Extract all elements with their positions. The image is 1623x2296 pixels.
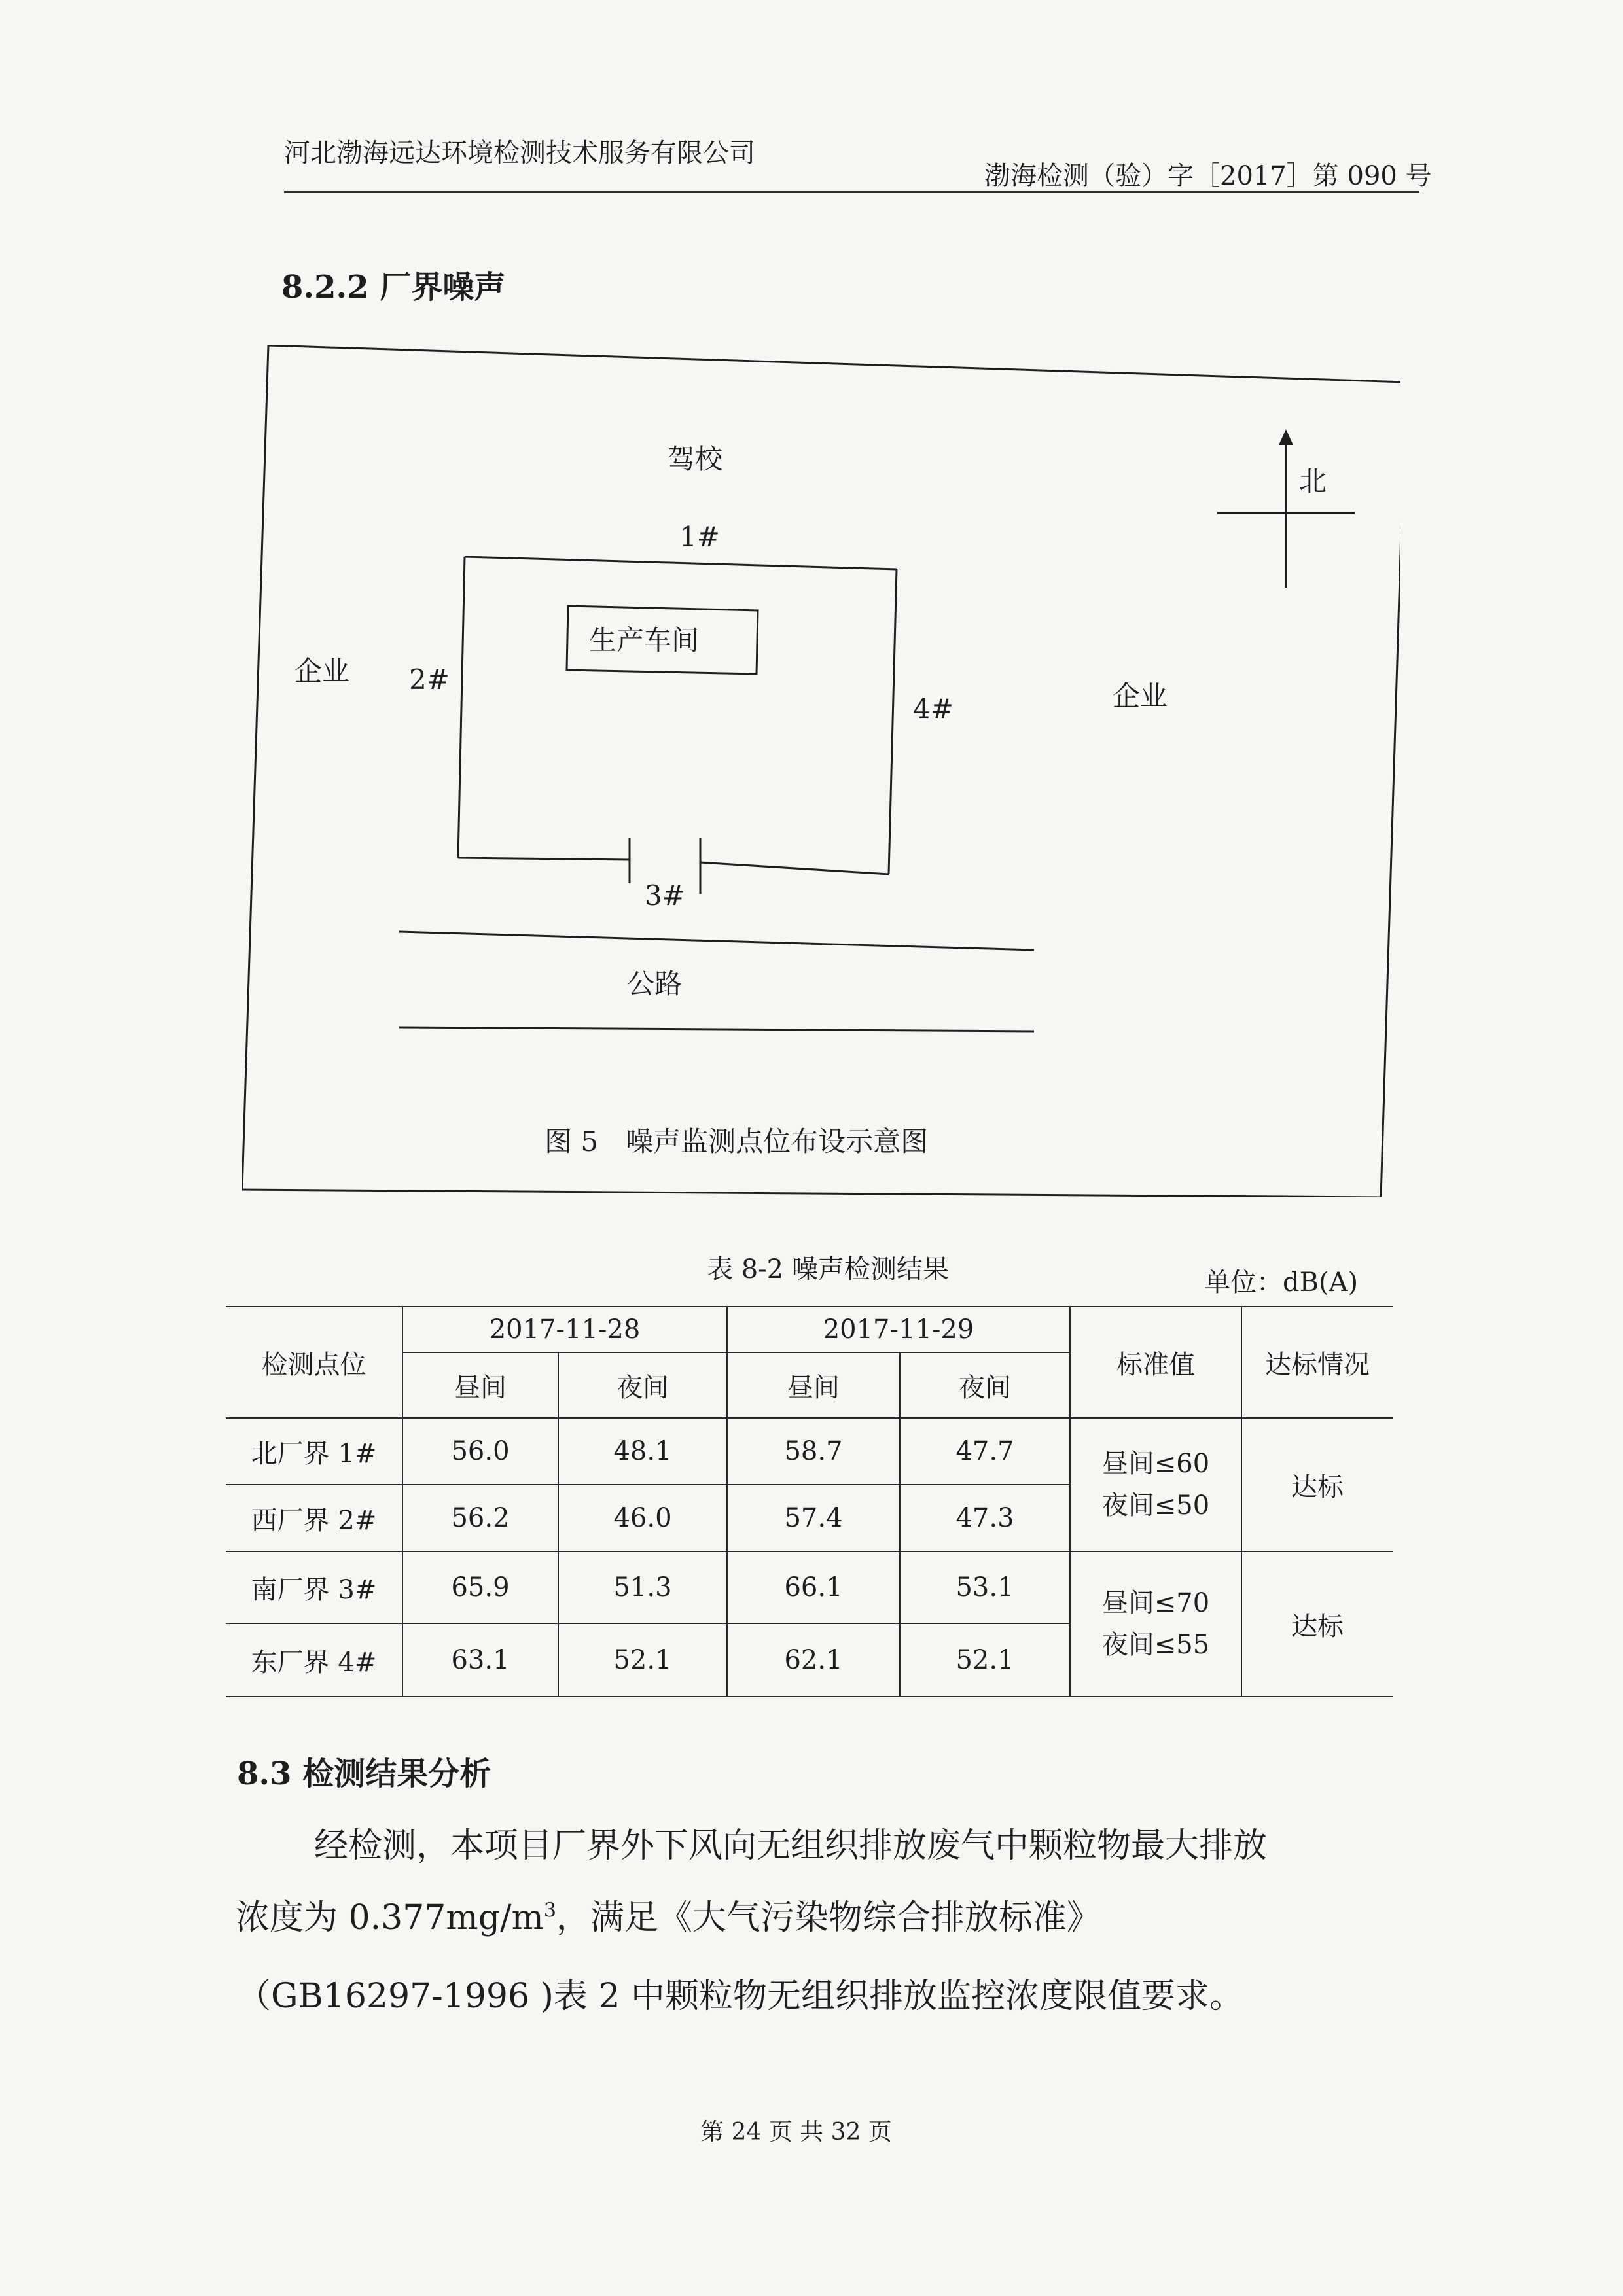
cell-value: 66.1 (727, 1551, 900, 1623)
cell-value: 52.1 (900, 1623, 1070, 1697)
north-label: 北 (1299, 465, 1327, 497)
analysis-line-3: （GB16297-1996 )表 2 中颗粒物无组织排放监控浓度限值要求。 (237, 1977, 1244, 2016)
road-edge-south (399, 1027, 1034, 1031)
cell-value: 53.1 (900, 1551, 1070, 1623)
analysis-line-2a: 浓度为 0.377mg/m (236, 1898, 544, 1937)
standard-group-b (1070, 1551, 1241, 1697)
cell-value: 47.3 (900, 1485, 1070, 1551)
header-point: 检测点位 (226, 1307, 402, 1418)
standard-day: 昼间≤70 (1101, 1588, 1210, 1618)
header-status: 达标情况 (1241, 1307, 1393, 1418)
point-1-label: 1# (679, 521, 720, 553)
cell-value: 47.7 (900, 1418, 1070, 1485)
cell-value: 51.3 (558, 1551, 727, 1623)
cell-value: 48.1 (558, 1418, 727, 1485)
point-4-label: 4# (913, 693, 954, 725)
header-date-2: 2017-11-29 (727, 1307, 1070, 1352)
point-2-label: 2# (409, 663, 450, 696)
north-building-label: 驾校 (668, 443, 723, 475)
row-point: 北厂界 1# (226, 1418, 402, 1485)
standard-group-a (1070, 1418, 1241, 1551)
standard-night: 夜间≤50 (1101, 1491, 1210, 1521)
section-83-title: 8.3 检测结果分析 (237, 1756, 491, 1792)
row-point: 南厂界 3# (226, 1551, 402, 1623)
header-standard: 标准值 (1070, 1307, 1241, 1418)
road-edge-north (399, 932, 1034, 950)
noise-results-table (226, 1306, 1393, 1697)
diagram-frame (242, 345, 1400, 1197)
status-group-a: 达标 (1241, 1418, 1393, 1551)
diagram-caption: 图 5 噪声监测点位布设示意图 (544, 1125, 929, 1157)
status-group-b: 达标 (1241, 1551, 1393, 1697)
superscript: 3 (543, 1899, 556, 1922)
table-caption: 表 8-2 噪声检测结果 (707, 1254, 949, 1284)
cell-value: 56.0 (402, 1418, 558, 1485)
standard-day: 昼间≤60 (1101, 1449, 1210, 1479)
cell-value: 58.7 (727, 1418, 900, 1485)
header-day-2: 昼间 (727, 1352, 900, 1418)
cell-value: 62.1 (727, 1623, 900, 1697)
table-unit: 单位：dB(A) (1204, 1267, 1359, 1298)
company-name: 河北渤海远达环境检测技术服务有限公司 (284, 138, 755, 168)
analysis-line-1: 经检测，本项目厂界外下风向无组织排放废气中颗粒物最大排放 (314, 1826, 1268, 1865)
cell-value: 52.1 (558, 1623, 727, 1697)
workshop-label: 生产车间 (589, 624, 700, 656)
table-row (226, 1551, 1393, 1623)
cell-value: 65.9 (402, 1551, 558, 1623)
noise-monitoring-diagram (242, 345, 1400, 1197)
standard-night: 夜间≤55 (1101, 1630, 1210, 1660)
north-arrow-icon (1217, 429, 1355, 588)
section-822-title: 8.2.2 厂界噪声 (281, 269, 506, 306)
header-date-1: 2017-11-28 (402, 1307, 727, 1352)
cell-value: 63.1 (402, 1623, 558, 1697)
analysis-line-2 (236, 1898, 1101, 1938)
cell-value: 56.2 (402, 1485, 558, 1551)
cell-value: 46.0 (558, 1485, 727, 1551)
row-point: 西厂界 2# (226, 1485, 402, 1551)
analysis-line-2b: ，满足《大气污染物综合排放标准》 (556, 1898, 1101, 1937)
east-neighbor-label: 企业 (1113, 680, 1168, 712)
header-night-2: 夜间 (900, 1352, 1070, 1418)
point-3-label: 3# (645, 879, 685, 911)
page-number: 第 24 页 共 32 页 (700, 2119, 892, 2146)
row-point: 东厂界 4# (226, 1623, 402, 1697)
plant-boundary (458, 557, 897, 894)
table-row (226, 1418, 1393, 1485)
header-night-1: 夜间 (558, 1352, 727, 1418)
header-day-1: 昼间 (402, 1352, 558, 1418)
report-number: 渤海检测（验）字［2017］第 090 号 (984, 161, 1432, 191)
road-label: 公路 (627, 968, 683, 1000)
west-neighbor-label: 企业 (294, 655, 350, 687)
header-divider (284, 191, 1419, 193)
cell-value: 57.4 (727, 1485, 900, 1551)
